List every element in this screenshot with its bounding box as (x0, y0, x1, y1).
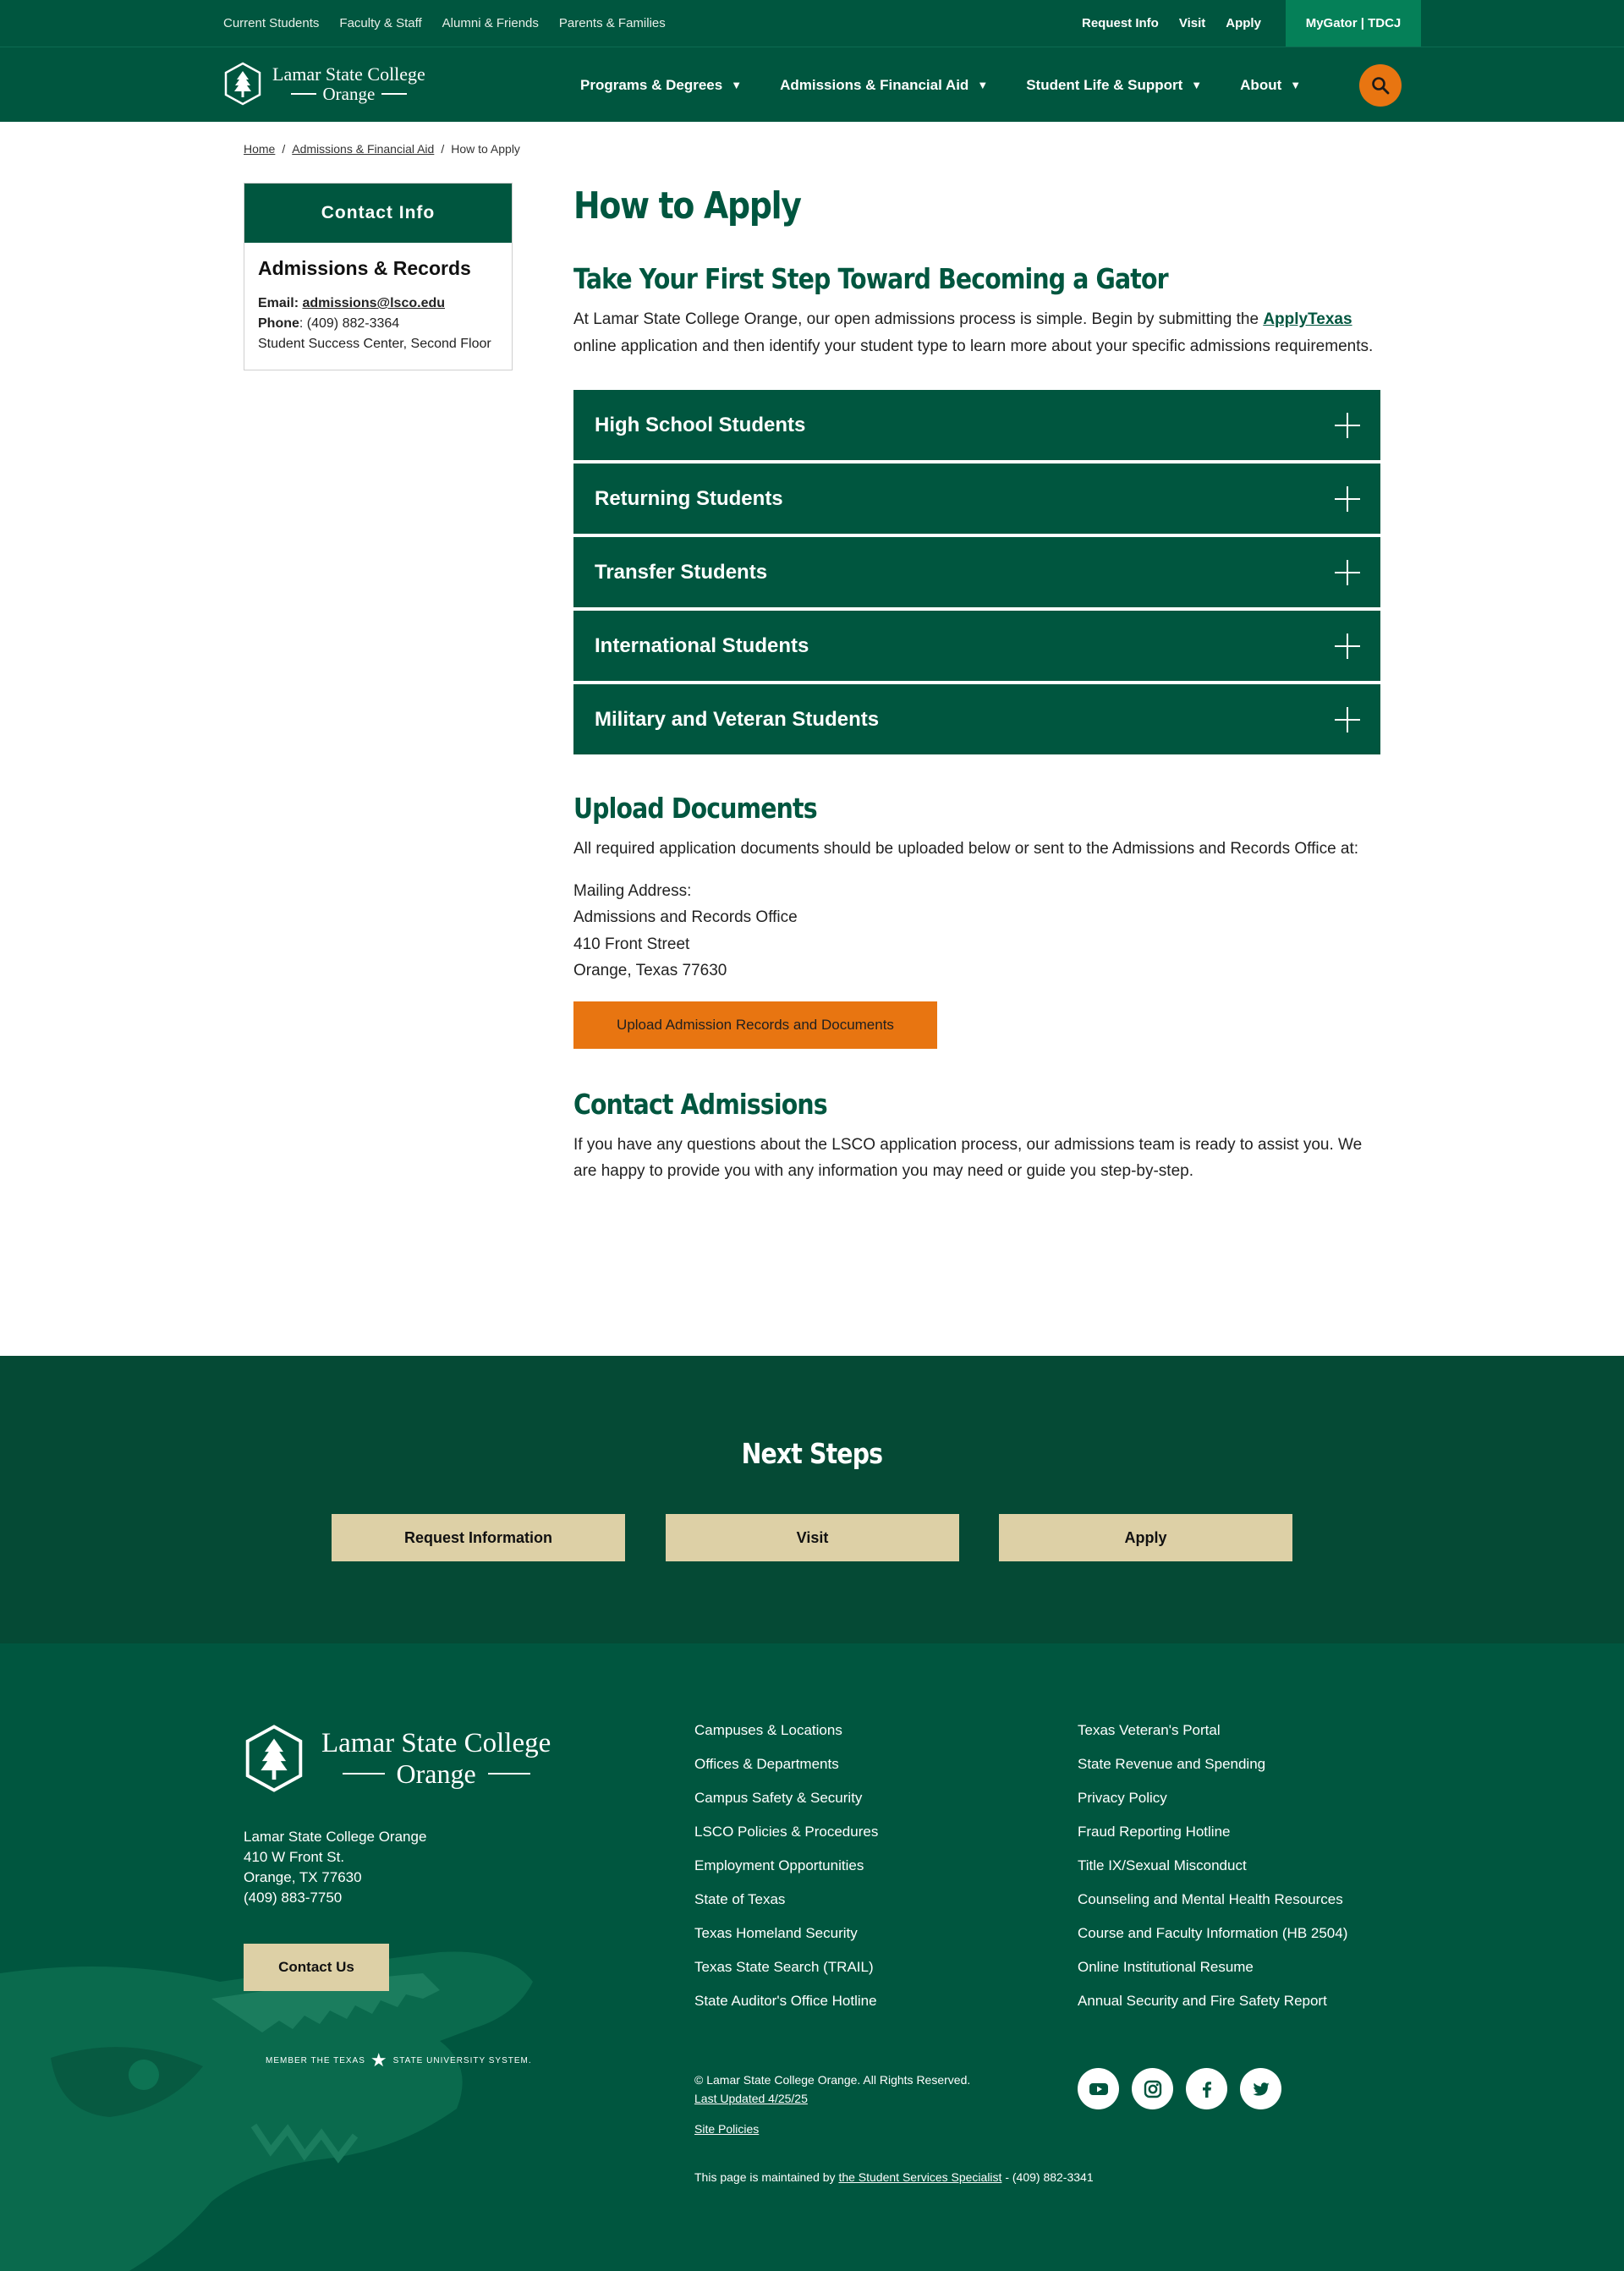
link-visit[interactable]: Visit (1178, 16, 1206, 30)
tsus-text-2: STATE UNIVERSITY SYSTEM. (392, 2055, 532, 2065)
footer-link[interactable]: State of Texas (694, 1891, 786, 1907)
twitter-icon (1250, 2078, 1272, 2100)
contact-location: Student Success Center, Second Floor (258, 337, 491, 351)
utility-bar (0, 0, 1624, 47)
contact-info-card (244, 183, 513, 370)
contact-admissions-paragraph: If you have any questions about the LSCO application process, our admissions team is ready to assist you. We are happy to provide you with any information you may need or guide you step-by-step. (573, 1135, 1363, 1180)
intro-text-before: At Lamar State College Orange, our open admissions process is simple. Begin by submitting the (573, 310, 1264, 328)
link-parents-families[interactable]: Parents & Families (558, 16, 666, 30)
breadcrumb (244, 142, 520, 156)
footer-link[interactable]: Campuses & Locations (694, 1722, 842, 1738)
tsus-member-logo (266, 2049, 532, 2071)
maintainer-link[interactable]: the Student Services Specialist (838, 2170, 1002, 2184)
plus-icon (1335, 634, 1360, 659)
request-information-button[interactable]: Request Information (332, 1514, 625, 1561)
nav-admissions-financial-aid[interactable] (780, 77, 988, 94)
footer-links-column-1 (694, 1722, 878, 2027)
next-steps-heading-text: Next Steps (741, 1437, 883, 1470)
footer-logo[interactable] (244, 1724, 551, 1793)
email-link[interactable]: admissions@lsco.edu (302, 296, 446, 310)
audience-links (223, 0, 666, 47)
email-label: Email: (258, 296, 299, 310)
next-steps-heading (0, 1437, 1624, 1470)
footer-link[interactable]: Fraud Reporting Hotline (1078, 1824, 1231, 1840)
plus-icon (1335, 707, 1360, 732)
accordion-label: Transfer Students (595, 560, 768, 584)
address-label: Mailing Address: (573, 881, 692, 900)
site-policies-link[interactable]: Site Policies (694, 2122, 760, 2136)
nav-about[interactable] (1240, 77, 1301, 94)
accordion-label: Military and Veteran Students (595, 707, 880, 731)
address-line: Lamar State College Orange (244, 1829, 427, 1845)
social-links (1078, 2068, 1281, 2109)
nav-label: Programs & Degrees (580, 76, 723, 93)
footer-link[interactable]: Texas Veteran's Portal (1078, 1722, 1221, 1738)
footer-link[interactable]: Employment Opportunities (694, 1857, 864, 1873)
college-seal-icon (244, 1724, 304, 1793)
mygator-button[interactable]: MyGator | TDCJ (1286, 0, 1421, 47)
contact-us-button[interactable]: Contact Us (244, 1944, 389, 1991)
logo-line-1: Lamar State College (272, 63, 425, 85)
accordion-international-students[interactable] (573, 611, 1380, 681)
upload-heading: Upload Documents (573, 792, 817, 825)
address-phone: (409) 883-7750 (244, 1890, 343, 1906)
footer-logo-line-2: Orange (321, 1759, 551, 1789)
nav-label: About (1240, 76, 1282, 93)
plus-icon (1335, 413, 1360, 438)
site-logo[interactable] (223, 62, 425, 106)
footer-link[interactable]: Annual Security and Fire Safety Report (1078, 1993, 1327, 2009)
last-updated-link[interactable]: Last Updated 4/25/25 (694, 2092, 808, 2105)
upload-paragraph: All required application documents should be uploaded below or sent to the Admissions and Records Office at: (573, 840, 1359, 858)
contact-email-line (258, 293, 498, 314)
phone-label: Phone (258, 316, 299, 331)
footer-link[interactable]: Counseling and Mental Health Resources (1078, 1891, 1343, 1907)
link-faculty-staff[interactable]: Faculty & Staff (339, 16, 422, 30)
plus-icon (1335, 560, 1360, 585)
next-steps-section (0, 1356, 1624, 1643)
texas-star-icon: ★ (370, 2049, 388, 2071)
page-title: How to Apply (573, 184, 801, 228)
link-request-info[interactable]: Request Info (1082, 16, 1159, 30)
accordion-military-veteran-students[interactable] (573, 684, 1380, 754)
upload-documents-button[interactable]: Upload Admission Records and Documents (573, 1001, 937, 1049)
breadcrumb-current: How to Apply (451, 142, 520, 156)
phone-number: : (409) 882-3364 (299, 316, 400, 331)
footer-logo-line-1: Lamar State College (321, 1728, 551, 1759)
search-icon (1371, 76, 1390, 95)
applytexas-link[interactable]: ApplyTexas (1263, 310, 1352, 328)
quick-links (1082, 0, 1261, 47)
address-line-1: Admissions and Records Office (573, 908, 798, 926)
footer-link[interactable]: Texas Homeland Security (694, 1925, 858, 1941)
footer-link[interactable]: Campus Safety & Security (694, 1790, 863, 1806)
tsus-text-1: MEMBER THE TEXAS (266, 2055, 365, 2065)
address-line-2: 410 Front Street (573, 935, 690, 953)
maintainer-text: This page is maintained by (694, 2170, 839, 2184)
maintainer-phone: - (409) 882-3341 (1001, 2170, 1094, 2184)
footer-address (244, 1827, 426, 1908)
footer-link[interactable]: Privacy Policy (1078, 1790, 1167, 1806)
contact-office-title: Admissions & Records (258, 257, 471, 279)
caret-down-icon: ▼ (977, 79, 989, 91)
footer-link[interactable]: Offices & Departments (694, 1756, 839, 1772)
search-button[interactable] (1359, 64, 1402, 107)
contact-admissions-heading: Contact Admissions (573, 1087, 827, 1121)
footer-link[interactable]: LSCO Policies & Procedures (694, 1824, 879, 1840)
youtube-icon (1088, 2078, 1110, 2100)
footer-link[interactable]: Online Institutional Resume (1078, 1959, 1254, 1975)
main-content (573, 179, 1380, 1185)
breadcrumb-separator: / (282, 142, 286, 156)
facebook-icon (1196, 2078, 1218, 2100)
student-type-accordion (573, 390, 1380, 754)
breadcrumb-separator: / (441, 142, 445, 156)
youtube-link[interactable] (1078, 2068, 1119, 2109)
footer-link[interactable]: Title IX/Sexual Misconduct (1078, 1857, 1247, 1873)
link-apply[interactable]: Apply (1226, 16, 1261, 30)
footer-link[interactable]: Texas State Search (TRAIL) (694, 1959, 874, 1975)
accordion-returning-students[interactable] (573, 464, 1380, 534)
caret-down-icon: ▼ (1290, 79, 1302, 91)
footer-link[interactable]: State Revenue and Spending (1078, 1756, 1266, 1772)
gator-mascot-watermark (0, 1948, 541, 2271)
address-line: 410 W Front St. (244, 1849, 345, 1865)
address-line: Orange, TX 77630 (244, 1869, 362, 1885)
instagram-link[interactable] (1132, 2068, 1173, 2109)
intro-text-after: online application and then identify your student type to learn more about your specific admissions requirements. (573, 337, 1374, 355)
footer-links-column-2 (1078, 1722, 1347, 2027)
intro-paragraph (573, 306, 1380, 359)
contact-phone-line (258, 314, 498, 334)
copyright-text: © Lamar State College Orange. All Rights Reserved. (694, 2073, 971, 2087)
footer-link[interactable]: State Auditor's Office Hotline (694, 1993, 877, 2009)
mailing-address (573, 878, 1380, 985)
twitter-link[interactable] (1240, 2068, 1281, 2109)
accordion-label: International Students (595, 634, 809, 657)
main-navigation (0, 47, 1624, 122)
footer-link[interactable]: Course and Faculty Information (HB 2504) (1078, 1925, 1348, 1941)
caret-down-icon: ▼ (731, 79, 743, 91)
page-maintainer (694, 2170, 1094, 2184)
address-line-3: Orange, Texas 77630 (573, 962, 727, 979)
primary-menu (580, 47, 1339, 123)
apply-button[interactable]: Apply (999, 1514, 1292, 1561)
site-footer (0, 1643, 1624, 2271)
nav-label: Admissions & Financial Aid (780, 76, 969, 93)
instagram-icon (1142, 2078, 1164, 2100)
accordion-transfer-students[interactable] (573, 537, 1380, 607)
accordion-label: Returning Students (595, 486, 783, 510)
breadcrumb-admissions[interactable]: Admissions & Financial Aid (292, 142, 435, 156)
caret-down-icon: ▼ (1191, 79, 1203, 91)
copyright-block (694, 2071, 970, 2108)
intro-heading: Take Your First Step Toward Becoming a Gator (573, 262, 1168, 295)
link-alumni-friends[interactable]: Alumni & Friends (442, 16, 539, 30)
accordion-label: High School Students (595, 413, 806, 436)
plus-icon (1335, 486, 1360, 512)
link-current-students[interactable]: Current Students (223, 16, 320, 30)
logo-line-2: Orange (272, 85, 425, 103)
breadcrumb-home[interactable]: Home (244, 142, 276, 156)
contact-info-heading: Contact Info (244, 184, 512, 243)
nav-label: Student Life & Support (1026, 76, 1183, 93)
visit-button[interactable]: Visit (666, 1514, 959, 1561)
college-seal-icon (223, 62, 262, 106)
nav-programs-degrees[interactable] (580, 77, 742, 94)
nav-student-life-support[interactable] (1026, 77, 1202, 94)
facebook-link[interactable] (1186, 2068, 1227, 2109)
accordion-high-school-students[interactable] (573, 390, 1380, 460)
